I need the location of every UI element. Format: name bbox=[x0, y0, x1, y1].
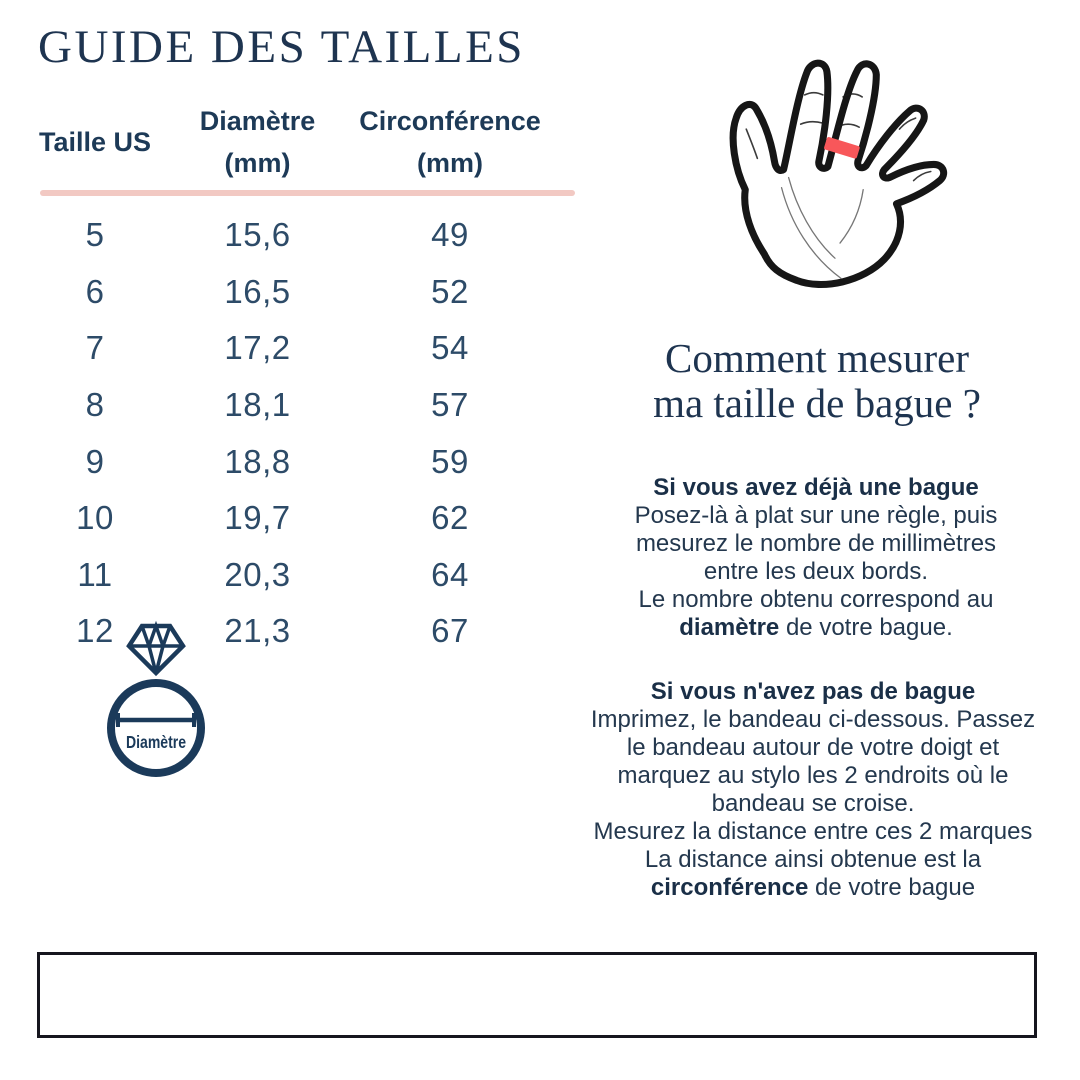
column-header-label: Diamètre bbox=[199, 106, 316, 136]
instructions-no-ring bbox=[543, 678, 1080, 902]
table-cell: 18,8 bbox=[224, 442, 291, 480]
diamond-icon bbox=[129, 626, 183, 673]
ring-circle bbox=[111, 683, 201, 773]
howto-heading-line1: Comment mesurer bbox=[664, 335, 970, 381]
instruction-line: marquez au stylo les 2 endroits où le bbox=[617, 762, 1009, 789]
howto-heading bbox=[558, 336, 1076, 426]
instruction-line bbox=[546, 614, 1080, 642]
instruction-line: entre les deux bords. bbox=[703, 558, 929, 585]
section-heading: Si vous n'avez pas de bague bbox=[650, 678, 976, 705]
howto-heading-line2: ma taille de bague ? bbox=[653, 380, 981, 426]
bold-term-diametre: diamètre bbox=[679, 614, 780, 641]
instruction-line: Le nombre obtenu correspond au bbox=[638, 586, 994, 613]
table-cell: 5 bbox=[85, 216, 105, 254]
instruction-line: Mesurez la distance entre ces 2 marques bbox=[593, 818, 1033, 845]
table-cell: 49 bbox=[431, 216, 469, 254]
instructions-have-ring bbox=[546, 474, 1080, 642]
table-divider-line bbox=[40, 190, 575, 196]
table-cell: 6 bbox=[85, 272, 105, 310]
table-cell: 11 bbox=[77, 555, 113, 593]
ring-diameter-label bbox=[126, 732, 186, 752]
table-cell: 9 bbox=[85, 442, 105, 480]
column-header-unit: (mm) bbox=[224, 148, 291, 178]
column-header-taille-us bbox=[30, 121, 160, 163]
column-header-label: Circonférence bbox=[359, 106, 541, 136]
instruction-line: La distance ainsi obtenue est la bbox=[644, 846, 982, 873]
table-cell: 20,3 bbox=[224, 555, 291, 593]
hand-illustration bbox=[712, 36, 964, 304]
printable-measuring-band bbox=[37, 952, 1037, 1038]
table-cell: 16,5 bbox=[224, 272, 291, 310]
table-cell: 67 bbox=[431, 612, 469, 650]
svg-text:Diamètre: Diamètre bbox=[125, 732, 187, 753]
column-header-unit: (mm) bbox=[417, 148, 483, 178]
table-cell: 7 bbox=[85, 329, 105, 367]
table-cell: 64 bbox=[431, 555, 469, 593]
page-title: GUIDE DES TAILLES bbox=[38, 21, 525, 73]
ring-diameter-icon bbox=[96, 612, 216, 784]
instruction-line: mesurez le nombre de millimètres bbox=[635, 530, 997, 557]
table-cell: 10 bbox=[76, 499, 114, 537]
size-table-rows bbox=[30, 207, 545, 660]
table-cell: 62 bbox=[431, 499, 469, 537]
table-cell: 19,7 bbox=[224, 499, 291, 537]
table-cell: 12 bbox=[76, 612, 114, 650]
bold-term-circonference: circonférence bbox=[650, 874, 809, 901]
instruction-line-rest: de votre bague bbox=[808, 874, 976, 901]
table-cell: 54 bbox=[431, 329, 469, 367]
table-cell: 18,1 bbox=[224, 386, 291, 424]
table-cell: 57 bbox=[431, 386, 469, 424]
table-cell: 8 bbox=[85, 386, 105, 424]
table-cell: 52 bbox=[431, 272, 469, 310]
size-table-header bbox=[30, 100, 545, 184]
instruction-line: bandeau se croise. bbox=[711, 790, 915, 817]
table-cell: 21,3 bbox=[224, 612, 291, 650]
table-cell: 17,2 bbox=[224, 329, 291, 367]
instruction-line: Imprimez, le bandeau ci-dessous. Passez bbox=[590, 706, 1036, 733]
column-header-circonference bbox=[355, 100, 545, 184]
instruction-line-rest: de votre bague. bbox=[779, 614, 953, 641]
column-header-label: Taille US bbox=[38, 127, 152, 157]
table-cell: 15,6 bbox=[224, 216, 291, 254]
instruction-line: Posez-là à plat sur une règle, puis bbox=[634, 502, 998, 529]
section-heading: Si vous avez déjà une bague bbox=[653, 474, 979, 501]
table-cell: 59 bbox=[431, 442, 469, 480]
diameter-measure-line bbox=[118, 713, 194, 727]
column-header-diametre bbox=[160, 100, 355, 184]
instruction-line: le bandeau autour de votre doigt et bbox=[626, 734, 1000, 761]
hand-outline bbox=[733, 63, 944, 284]
instruction-line bbox=[543, 874, 1080, 902]
